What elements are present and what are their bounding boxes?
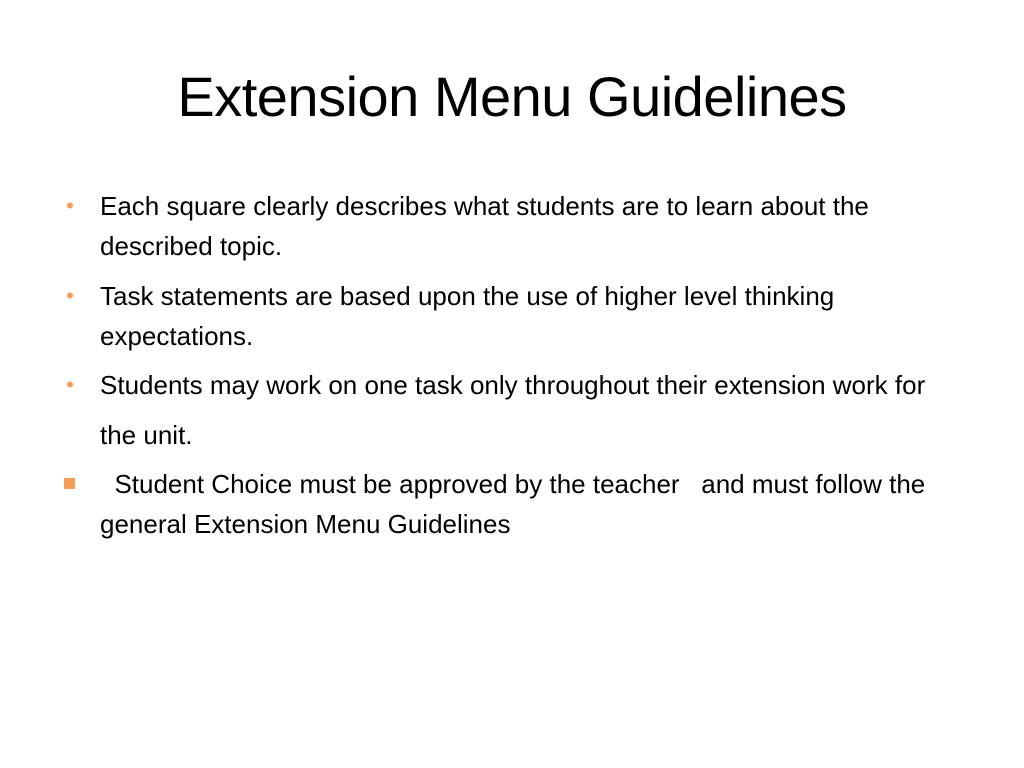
bullet-text: Students may work on one task only throughout their extension work for the unit. bbox=[100, 370, 926, 450]
bullet-text: Student Choice must be approved by the teacher and must follow the general Extension Menu Guidelines bbox=[100, 469, 926, 539]
bullet-item bbox=[60, 276, 960, 356]
bullet-list bbox=[60, 186, 960, 554]
bullet-dot-icon: • bbox=[66, 372, 74, 397]
bullet-square-icon bbox=[64, 478, 75, 489]
bullet-item bbox=[60, 464, 960, 544]
bullet-item bbox=[60, 360, 960, 460]
slide-title: Extension Menu Guidelines bbox=[177, 65, 847, 128]
bullet-text: Each square clearly describes what students are to learn about the described topic. bbox=[100, 191, 869, 261]
bullet-dot-icon: • bbox=[66, 193, 74, 218]
bullet-text: Task statements are based upon the use of higher level thinking expectations. bbox=[100, 281, 835, 351]
bullet-dot-icon: • bbox=[66, 283, 74, 308]
bullet-item bbox=[60, 186, 960, 266]
